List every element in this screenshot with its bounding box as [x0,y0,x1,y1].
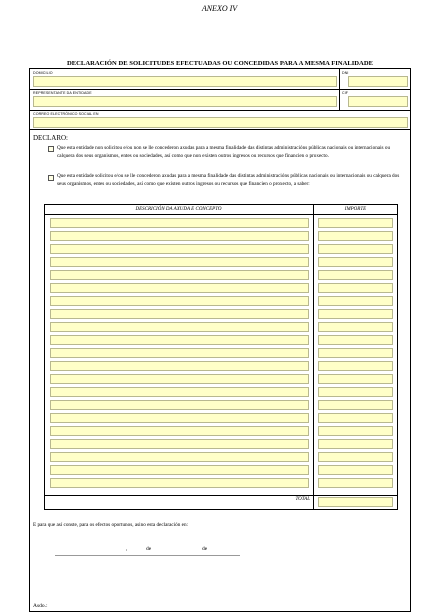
representante-field[interactable] [33,96,337,107]
importe-cell[interactable] [318,231,393,241]
desc-cell[interactable] [50,231,309,241]
desc-cell[interactable] [50,270,309,280]
desc-cell[interactable] [50,218,309,228]
annex-label: ANEXO IV [201,4,238,13]
desc-cell[interactable] [50,413,309,423]
importe-cell[interactable] [318,465,393,475]
divider [339,89,340,110]
divider [29,89,411,90]
total-label: TOTAL [295,497,310,502]
importe-cell[interactable] [318,361,393,371]
option2-text: Que esta entidade solicitou e/ou se lle concederon axudas para a mesma finalidade das distintas administracións públicas nacionais ou internacionais ou calquera dos seus organismos, entes ou sociedades, así como que existen outros ingresos ou recursos que financien o proxecto, a saber: [57,173,400,187]
importe-cell[interactable] [318,335,393,345]
importe-cell[interactable] [318,270,393,280]
desc-cell[interactable] [50,335,309,345]
importe-cell[interactable] [318,452,393,462]
importe-cell[interactable] [318,257,393,267]
importe-cell[interactable] [318,244,393,254]
importe-cell[interactable] [318,426,393,436]
importe-cell[interactable] [318,322,393,332]
correo-label: CORREO ELECTRÓNICO SOCIAL EN [33,112,99,116]
cif-field[interactable] [348,96,408,107]
desc-cell[interactable] [50,348,309,358]
desc-cell[interactable] [50,244,309,254]
declaro-heading: DECLARO: [33,134,68,142]
importe-cell[interactable] [318,218,393,228]
date-comma: , [126,546,128,552]
desc-cell[interactable] [50,296,309,306]
importe-cell[interactable] [318,387,393,397]
importe-cell[interactable] [318,400,393,410]
representante-label: REPRESENTANTE DA ENTIDADE [33,91,92,95]
importe-cell[interactable] [318,439,393,449]
desc-cell[interactable] [50,465,309,475]
dni-label: DNI [342,71,349,75]
cif-label: CIF [342,91,349,95]
importe-cell[interactable] [318,348,393,358]
importe-cell[interactable] [318,374,393,384]
importe-cell[interactable] [318,283,393,293]
importe-cell[interactable] [318,478,393,488]
domicilio-field[interactable] [33,76,337,87]
table-column-divider [313,204,314,510]
desc-cell[interactable] [50,257,309,267]
desc-cell[interactable] [50,374,309,384]
date-line [55,555,240,556]
desc-cell[interactable] [50,478,309,488]
desc-cell[interactable] [50,452,309,462]
date-de-1: de [146,546,152,552]
signature-label: Asdo.: [33,603,48,609]
total-divider [44,495,398,496]
closing-text: E para que así conste, para os efectos oportunos, asino esta declaración en: [33,522,188,528]
option1-text: Que esta entidade non solicitou e/ou non se lle concederon axudas para a mesma finalidade das distintas administracións públicas nacionais ou internacionais ou calquera dos seus organismos, entes ou sociedades, así como que non existen outros ingresos ou recursos que financien o proxecto. [57,145,391,159]
option1-checkbox[interactable] [48,146,54,152]
date-de-2: de [202,546,208,552]
importe-cell[interactable] [318,309,393,319]
total-field[interactable] [318,497,393,507]
importe-cell[interactable] [318,413,393,423]
desc-cell[interactable] [50,361,309,371]
correo-field[interactable] [33,117,408,128]
desc-cell[interactable] [50,387,309,397]
desc-cell[interactable] [50,439,309,449]
desc-cell[interactable] [50,309,309,319]
domicilio-label: DOMICILIO [33,71,53,75]
page-title: DECLARACIÓN DE SOLICITUDES EFECTUADAS OU CONCEDIDAS PARA A MESMA FINALIDADE [67,60,373,67]
desc-cell[interactable] [50,283,309,293]
col-importe-header: IMPORTE [344,207,367,212]
divider [339,68,340,89]
dni-field[interactable] [348,76,408,87]
col-desc-header: DESCRICIÓN DA AXUDA E CONCEPTO [135,207,222,212]
desc-cell[interactable] [50,426,309,436]
desc-cell[interactable] [50,400,309,410]
divider [29,110,411,111]
desc-cell[interactable] [50,322,309,332]
table-header-divider [44,214,398,215]
importe-cell[interactable] [318,296,393,306]
option2-checkbox[interactable] [48,175,54,181]
